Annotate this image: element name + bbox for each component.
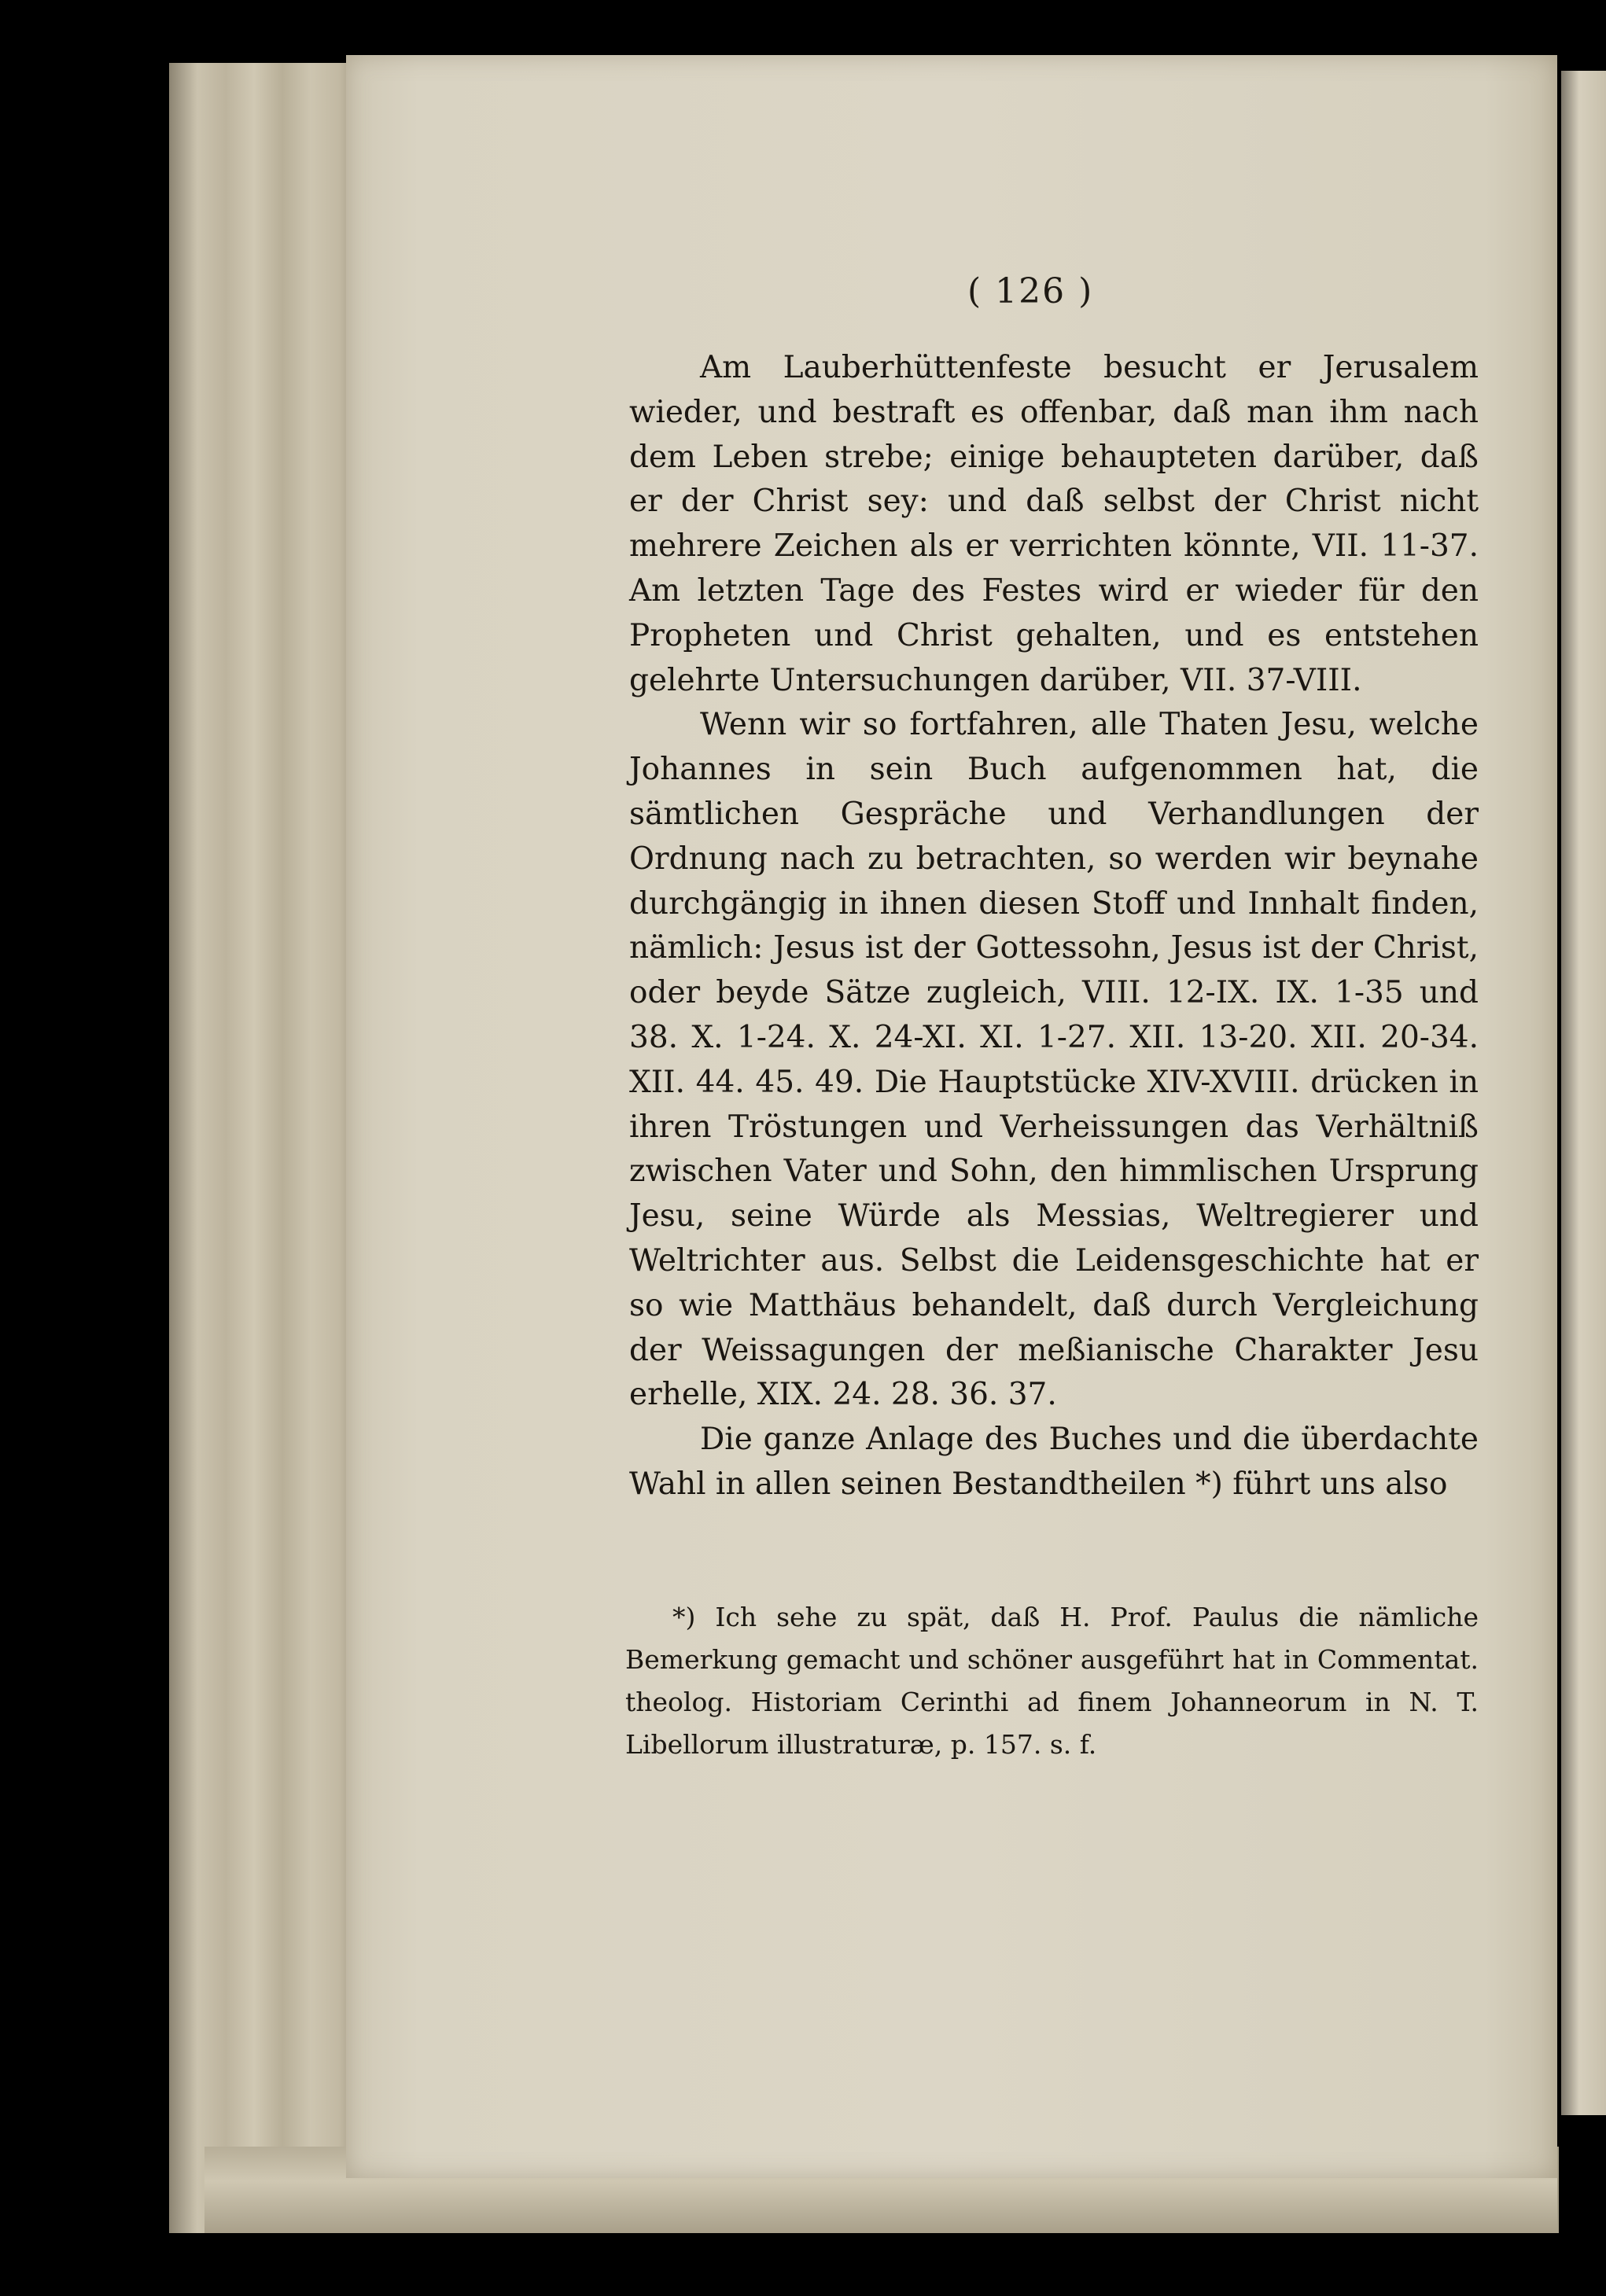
facing-page-edge: [1561, 71, 1606, 2115]
paragraph: Wenn wir so fortfahren, alle Thaten Jesu, welche Johannes in sein Buch aufgenommen hat, die sämtlichen Gespräche und Verhandlungen der Ordnung nach zu betrachten, so werden wir beynahe durchgängig in ihnen diesen Stoff und Innhalt finden, nämlich: Jesus ist der Gottessohn, Jesus ist der Christ, oder beyde Sätze zugleich, VIII. 12-IX. IX. 1-35 und 38. X. 1-24. X. 24-XI. XI. 1-27. XII. 13-20. XII. 20-34. XII. 44. 45. 49. Die Hauptstücke XIV-XVIII. drücken in ihren Tröstungen und Verheissungen das Verhältniß zwischen Vater und Sohn, den himmlischen Ursprung Jesu, seine Würde als Messias, Weltregierer und Weltrichter aus. Selbst die Leidensgeschichte hat er so wie Matthäus behandelt, daß durch Vergleichung der Weissagungen der meßianische Charakter Jesu erhelle, XIX. 24. 28. 36. 37.: [629, 707, 1479, 1413]
footnote: *) Ich sehe zu spät, daß H. Prof. Paulus die nämliche Bemerkung gemacht und schöner ausgeführt hat in Commentat. theolog. Historiam Cerinthi ad finem Johanneorum in N. T. Libellorum illustraturæ, p. 157. s. f.: [625, 1602, 1479, 1760]
paragraph: Die ganze Anlage des Buches und die überdachte Wahl in allen seinen Bestandtheilen *) führt uns also: [629, 1422, 1479, 1502]
body-text: [629, 346, 1479, 1507]
page-edges: [169, 63, 359, 2233]
page-number: ( 126 ): [967, 271, 1094, 311]
paragraph: Am Lauberhüttenfeste besucht er Jerusalem wieder, und bestraft es offenbar, daß man ihm nach dem Leben strebe; einige behaupteten darüber, daß er der Christ sey: und daß selbst der Christ nicht mehrere Zeichen als er verrichten könnte, VII. 11-37. Am letzten Tage des Festes wird er wieder für den Propheten und Christ gehalten, und es entstehen gelehrte Untersuchungen darüber, VII. 37-VIII.: [629, 350, 1479, 698]
